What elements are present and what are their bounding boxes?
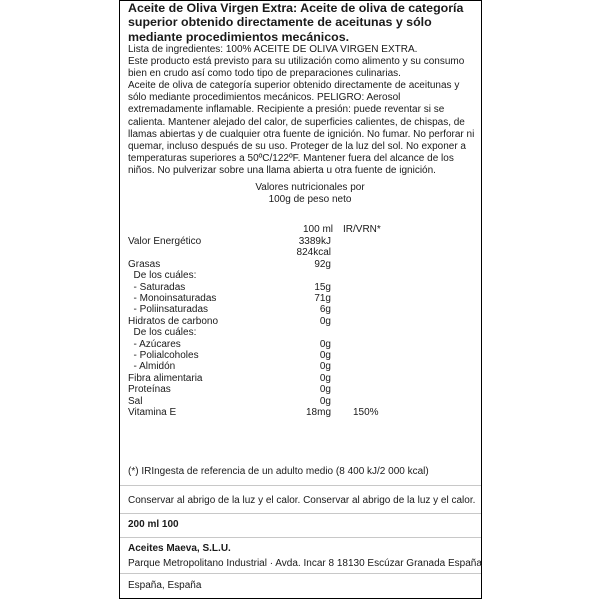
- company-name: Aceites Maeva, S.L.U.: [128, 543, 231, 554]
- nutrition-label: Sal: [128, 395, 143, 407]
- company-address: Parque Metropolitano Industrial · Avda. Incar 8 18130 Escúzar Granada España: [128, 558, 482, 569]
- nutrition-value: 3389kJ: [298, 236, 331, 247]
- ingredients-text: Lista de ingredientes: 100% ACEITE DE OLIVA VIRGEN EXTRA.: [128, 44, 418, 55]
- nutrition-label: Valor Energético: [128, 236, 202, 247]
- divider: [120, 485, 481, 486]
- nutrition-value: 71g: [314, 293, 331, 304]
- nutrition-label: - Saturadas: [128, 281, 186, 293]
- nutrition-value: 0g: [319, 395, 331, 407]
- nutrition-value: 0g: [319, 338, 331, 350]
- nutrition-value: 0g: [319, 372, 331, 384]
- nutrition-value: 15g: [314, 281, 331, 293]
- description-warning-text: Aceite de oliva de categoría superior obtenido directamente de aceitunas y sólo mediante procedimientos mecánicos. PELIGRO: Aerosol extremadamente inflamable. Recipiente a presión: puede reventar si se calienta. Mantener alejado del calor, de superficies calientes, de chispas, de llamas abiertas y de cualquier otra fuente de ignición. No fumar. No perforar ni quemar, incluso después de su uso. Proteger de la luz del sol. No exponer a temperaturas superiores a 50ºC/122ºF. Mantener fuera del alcance de los niños. No pulverizar sobre una llama abierta u otra fuente de ignición.: [128, 80, 475, 177]
- nutrition-label: - Poliinsaturadas: [128, 304, 209, 316]
- nutrition-label: Vitamina E: [128, 407, 177, 418]
- divider: [120, 573, 481, 574]
- nutrition-label: Fibra alimentaria: [128, 372, 203, 384]
- nutrition-col-ir: IR/VRN*: [343, 224, 381, 235]
- nutrition-label: - Polialcoholes: [128, 350, 199, 361]
- nutrition-value: 18mg: [305, 407, 331, 418]
- nutrition-value: 824kcal: [296, 247, 331, 259]
- nutrition-value: 0g: [319, 384, 331, 396]
- nutrition-label: Grasas: [128, 258, 161, 270]
- nutrition-value: 0g: [319, 361, 331, 373]
- product-title: Aceite de Oliva Virgen Extra: Aceite de oliva de categoría superior obtenido directamente de aceitunas y sólo mediante procedimientos mecánicos.: [128, 1, 464, 44]
- nutrition-label: - Azúcares: [128, 338, 181, 350]
- nutrition-value: 0g: [319, 350, 331, 361]
- divider: [120, 513, 481, 514]
- nutrition-header: Valores nutricionales por 100g de peso neto: [255, 182, 365, 205]
- divider: [120, 537, 481, 538]
- storage-text: Conservar al abrigo de la luz y el calor. Conservar al abrigo de la luz y el calor.: [128, 495, 476, 506]
- nutrition-label: Proteínas: [128, 384, 171, 396]
- nutrition-label: Hidratos de carbono: [128, 315, 219, 327]
- origin-text: España, España: [128, 580, 202, 591]
- nutrition-ir: 150%: [353, 407, 379, 418]
- nutrition-label: De los cuáles:: [128, 327, 197, 339]
- usage-text: Este producto está previsto para su utilización como alimento y su consumo bien en crudo así como todo tipo de preparaciones culinarias.: [128, 56, 465, 80]
- nutrition-value: 92g: [314, 258, 331, 270]
- nutrition-footnote: (*) IRIngesta de referencia de un adulto medio (8 400 kJ/2 000 kcal): [128, 466, 429, 477]
- nutrition-value: 0g: [319, 315, 331, 327]
- nutrition-label: - Monoinsaturadas: [128, 293, 217, 304]
- quantity-text: 200 ml 100: [128, 519, 179, 530]
- nutrition-col-amount: 100 ml: [303, 224, 334, 235]
- nutrition-value: 6g: [319, 304, 331, 316]
- nutrition-label: De los cuáles:: [128, 270, 197, 282]
- nutrition-label: - Almidón: [128, 361, 176, 373]
